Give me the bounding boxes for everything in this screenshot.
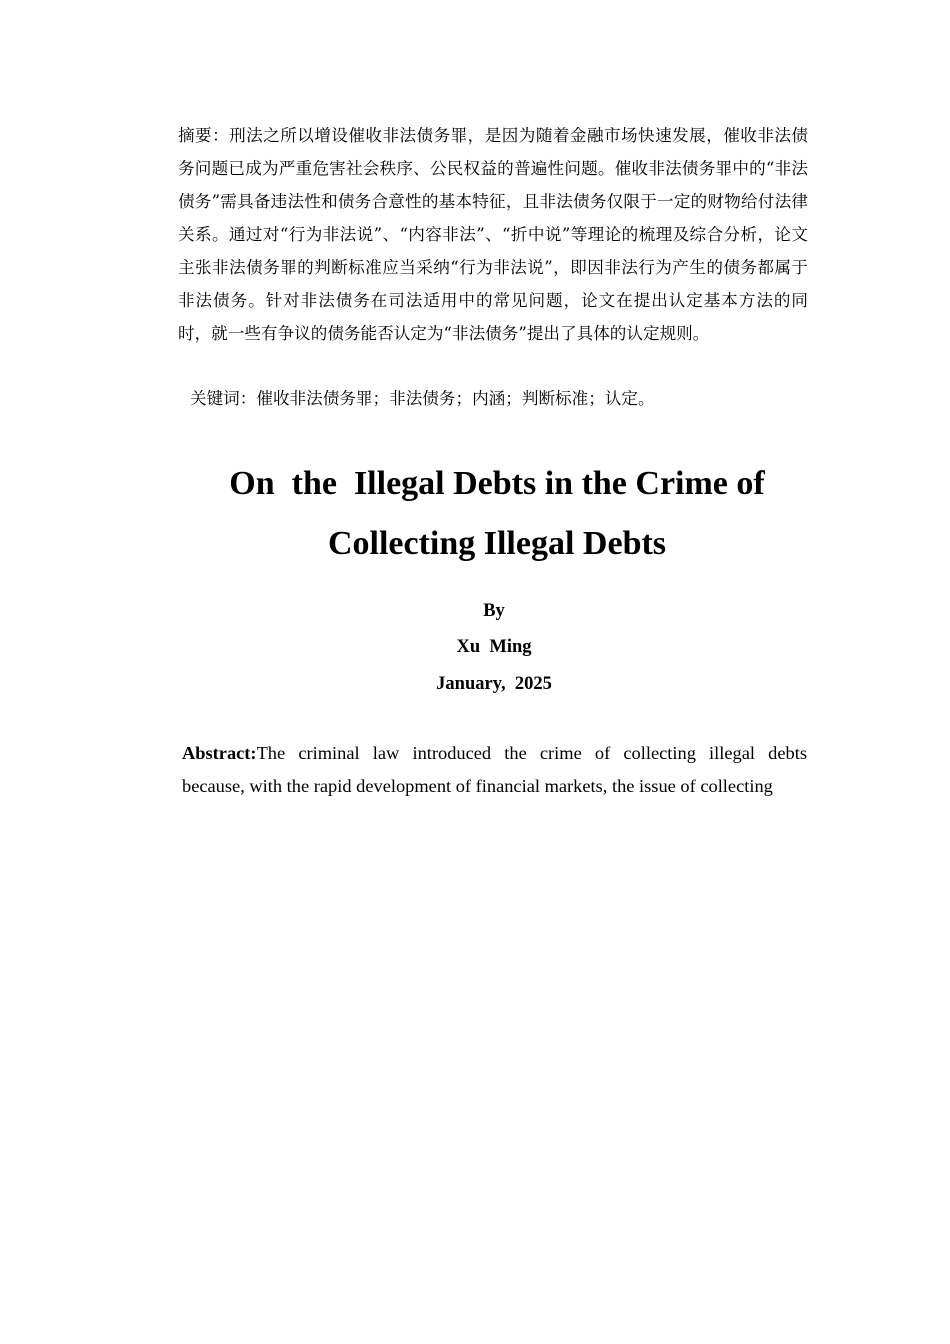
english-title-line-1: On the Illegal Debts in the Crime of [229,465,765,502]
chinese-keywords-text: 催收非法债务罪；非法债务；内涵；判断标准；认定。 [256,389,655,408]
publication-date: January, 2025 [436,674,552,694]
chinese-keywords-label: 关键词： [190,389,257,408]
english-abstract-label: Abstract: [182,743,257,763]
english-abstract-line-2: because, with the rapid development of financial markets, the issue of collecting [182,776,773,796]
chinese-abstract [178,119,808,350]
byline-by: By [483,601,505,621]
english-title-line-2: Collecting Illegal Debts [327,525,667,562]
chinese-abstract-text: 刑法之所以增设催收非法债务罪，是因为随着金融市场快速发展，催收非法债务问题已成为严重危害社会秩序、公民权益的普遍性问题。催收非法债务罪中的“非法债务”需具备违法性和债务合意性的基本特征，且非法债务仅限于一定的财物给付法律关系。通过对“行为非法说”、“内容非法”、“折中说”等理论的梳理及综合分析，论文主张非法债务罪的判断标准应当采纳“行为非法说”，即因非法行为产生的债务都属于非法债务。针对非法债务在司法适用中的常见问题，论文在提出认定基本方法的同时，就一些有争议的债务能否认定为“非法债务”提出了具体的认定规则。 [178,126,809,343]
chinese-keywords [190,384,810,414]
english-abstract-text-1: The criminal law introduced the crime of collecting illegal debts [256,743,807,763]
author-name: Xu Ming [456,637,532,657]
english-title [150,454,844,574]
english-abstract [182,737,807,803]
english-abstract-line-1 [182,737,807,770]
chinese-abstract-label: 摘要： [178,126,230,145]
